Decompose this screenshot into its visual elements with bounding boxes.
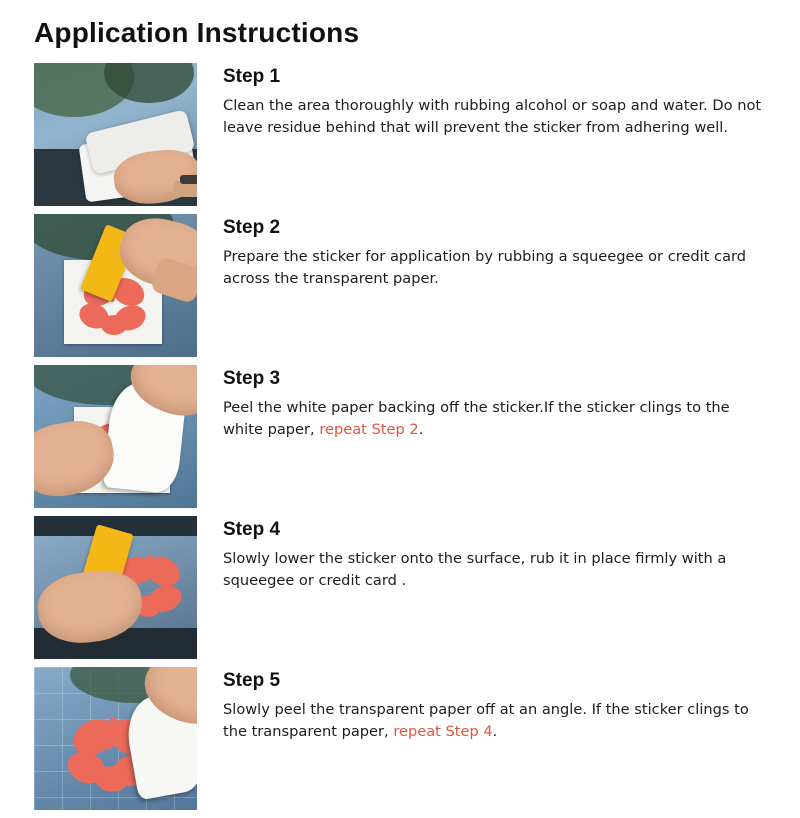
step-2-image <box>34 214 197 357</box>
step-1-text <box>223 95 766 140</box>
steps-list <box>34 63 766 818</box>
step-3-image <box>34 365 197 508</box>
list-item <box>34 214 766 357</box>
step-5-image <box>34 667 197 810</box>
step-4-text <box>223 548 766 593</box>
step-1-body <box>197 63 766 140</box>
step-2-text <box>223 246 766 291</box>
step-4-body <box>197 516 766 593</box>
step-2-text-main: Prepare the sticker for application by rubbing a squeegee or credit card across the transparent paper. <box>223 247 747 288</box>
list-item <box>34 667 766 810</box>
list-item <box>34 63 766 206</box>
step-4-text-main: Slowly lower the sticker onto the surface, rub it in place firmly with a squeegee or credit card . <box>223 549 727 590</box>
step-5-text <box>223 699 766 744</box>
list-item <box>34 516 766 659</box>
step-5-text-tail: . <box>492 723 498 741</box>
step-3-text <box>223 397 766 442</box>
step-2-label: Step 2 <box>223 216 281 238</box>
step-3-label: Step 3 <box>223 367 281 389</box>
step-5-body <box>197 667 766 744</box>
step-4-image <box>34 516 197 659</box>
step-1-text-main: Clean the area thoroughly with rubbing alcohol or soap and water. Do not leave residue behind that will prevent the sticker from adhering well. <box>223 96 762 137</box>
step-4-label: Step 4 <box>223 518 281 540</box>
page-title: Application Instructions <box>34 17 360 48</box>
step-3-body <box>197 365 766 442</box>
step-3-text-tail: . <box>418 421 424 439</box>
step-5-text-main: Slowly peel the transparent paper off at an angle. If the sticker clings to the transparent paper, <box>223 700 749 741</box>
step-5-highlight: repeat Step 4 <box>393 723 493 741</box>
step-5-label: Step 5 <box>223 669 281 691</box>
step-3-text-main: Peel the white paper backing off the sticker.If the sticker clings to the white paper, <box>223 398 730 439</box>
step-1-image <box>34 63 197 206</box>
step-3-highlight: repeat Step 2 <box>319 421 419 439</box>
list-item <box>34 365 766 508</box>
step-2-body <box>197 214 766 291</box>
step-1-label: Step 1 <box>223 65 281 87</box>
watch-icon <box>180 175 197 184</box>
